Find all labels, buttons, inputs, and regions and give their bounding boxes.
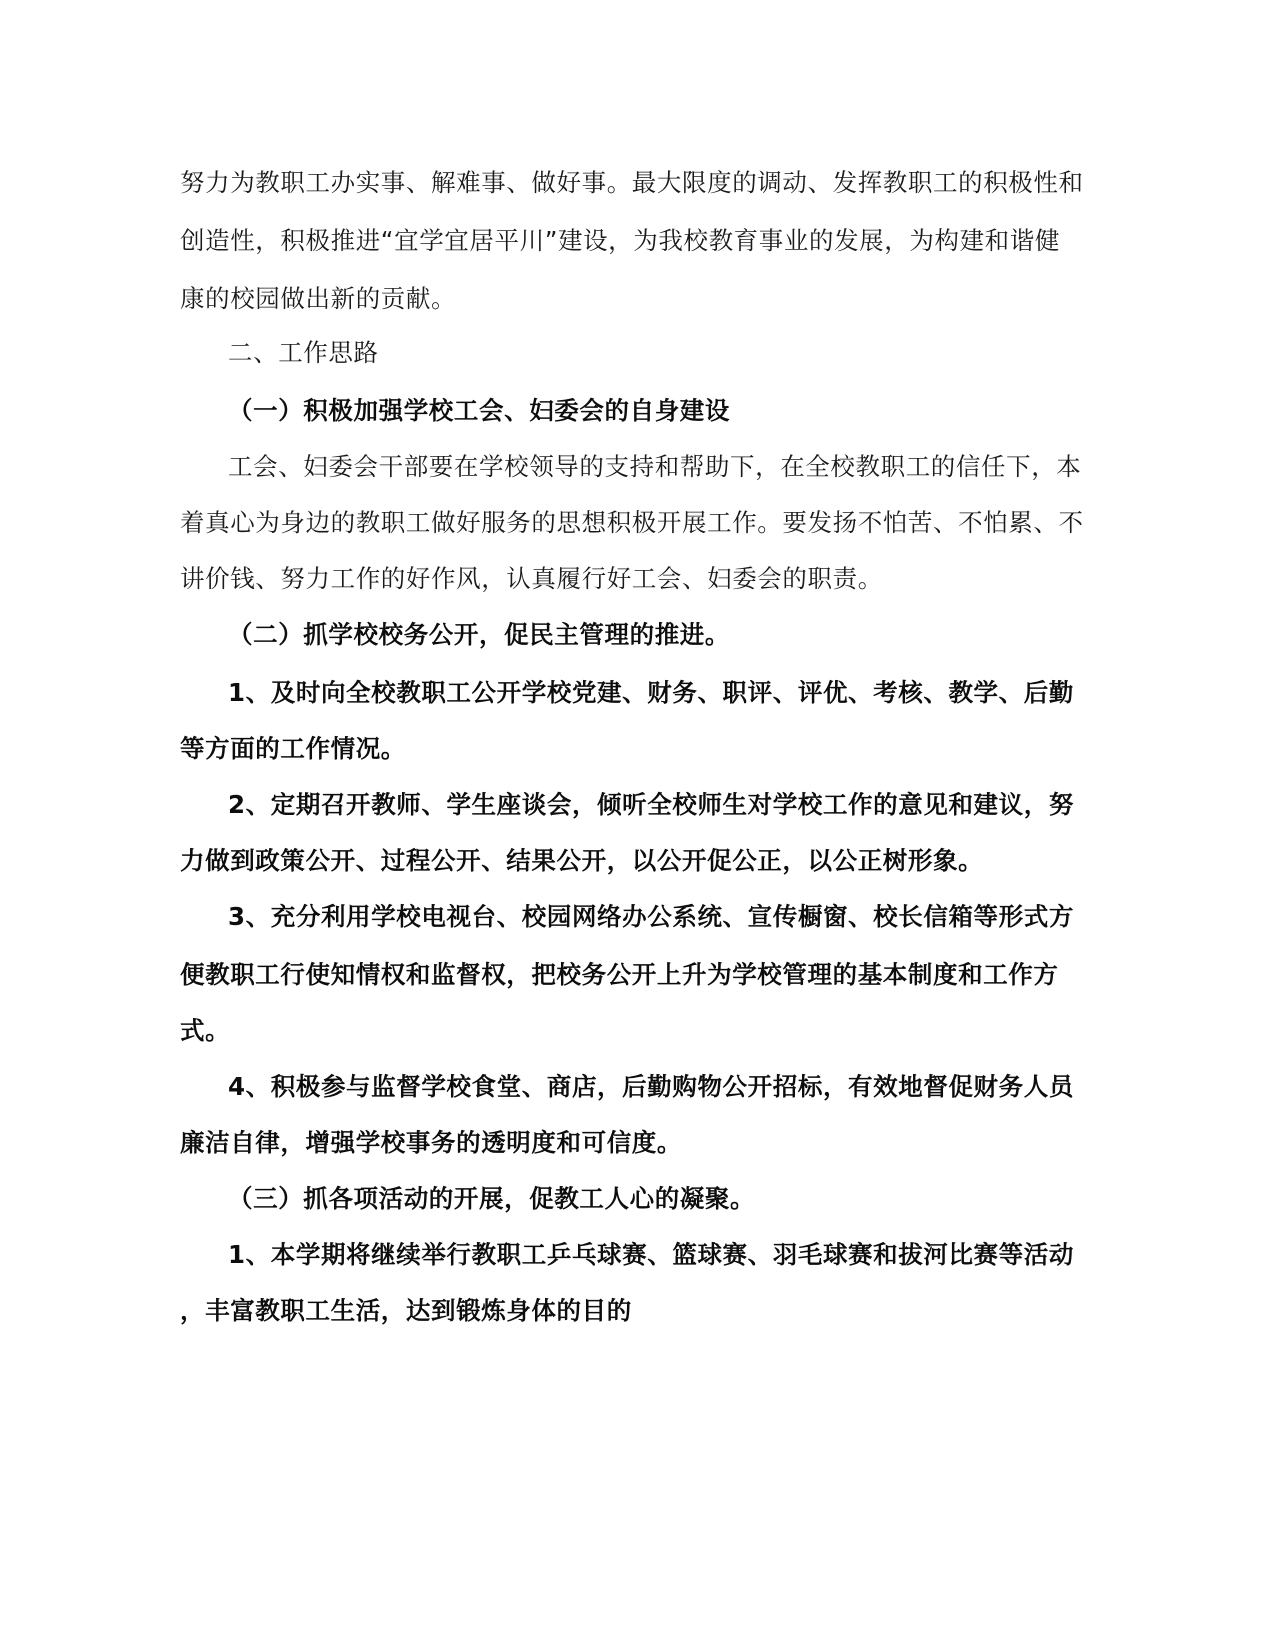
list-item-line: 廉洁自律，增强学校事务的透明度和可信度。 bbox=[180, 1128, 682, 1157]
paragraph-line: 着真心为身边的教职工做好服务的思想积极开展工作。要发扬不怕苦、不怕累、不 bbox=[180, 508, 1084, 537]
section-heading: 二、工作思路 bbox=[228, 338, 379, 367]
list-item-line: 4、积极参与监督学校食堂、商店，后勤购物公开招标，有效地督促财务人员 bbox=[228, 1072, 1074, 1101]
paragraph-line: 工会、妇委会干部要在学校领导的支持和帮助下，在全校教职工的信任下，本 bbox=[228, 452, 1082, 481]
intro-line: 康的校园做出新的贡献。 bbox=[180, 284, 457, 313]
subsection-heading: （一）积极加强学校工会、妇委会的自身建设 bbox=[228, 396, 730, 425]
list-item-line: 等方面的工作情况。 bbox=[180, 734, 406, 763]
list-item-line: 力做到政策公开、过程公开、结果公开，以公开促公正，以公正树形象。 bbox=[180, 846, 984, 875]
list-item-line: 2、定期召开教师、学生座谈会，倾听全校师生对学校工作的意见和建议，努 bbox=[228, 790, 1074, 819]
subsection-heading: （二）抓学校校务公开，促民主管理的推进。 bbox=[228, 620, 730, 649]
paragraph-line: 讲价钱、努力工作的好作风，认真履行好工会、妇委会的职责。 bbox=[180, 564, 883, 593]
list-item-line: 式。 bbox=[180, 1016, 231, 1045]
subsection-heading: （三）抓各项活动的开展，促教工人心的凝聚。 bbox=[228, 1184, 756, 1213]
list-item-line: 便教职工行使知情权和监督权，把校务公开上升为学校管理的基本制度和工作方 bbox=[180, 960, 1059, 989]
list-item-line: 1、及时向全校教职工公开学校党建、财务、职评、评优、考核、教学、后勤 bbox=[228, 678, 1074, 707]
intro-line: 努力为教职工办实事、解难事、做好事。最大限度的调动、发挥教职工的积极性和 bbox=[180, 168, 1084, 197]
list-item-line: ，丰富教职工生活，达到锻炼身体的目的 bbox=[180, 1296, 632, 1325]
list-item-line: 1、本学期将继续举行教职工乒乓球赛、篮球赛、羽毛球赛和拔河比赛等活动 bbox=[228, 1240, 1074, 1269]
intro-line: 创造性，积极推进“宜学宜居平川”建设，为我校教育事业的发展，为构建和谐健 bbox=[180, 226, 1060, 255]
list-item-line: 3、充分利用学校电视台、校园网络办公系统、宣传橱窗、校长信箱等形式方 bbox=[228, 902, 1074, 931]
